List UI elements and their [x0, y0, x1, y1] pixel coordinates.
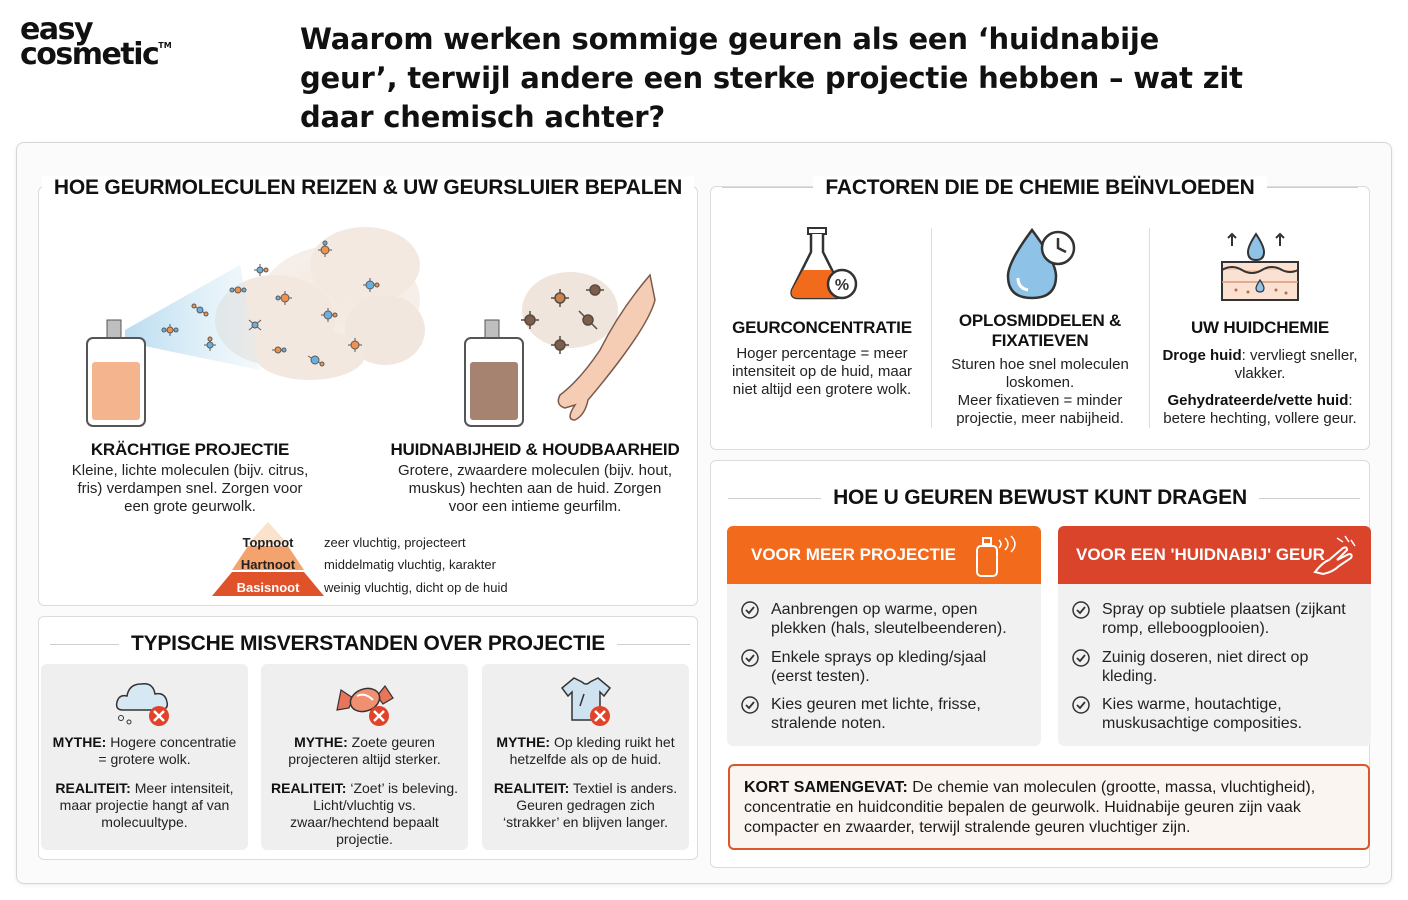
brand-logo [20, 12, 190, 72]
tip-card-skin-header: VOOR EEN 'HUIDNABIJ' GEUR [1058, 526, 1371, 584]
check-icon [1072, 649, 1090, 667]
myth-2-text: Zoete geuren projecteren altijd sterker. [288, 734, 441, 767]
myth-card-clothing: MYTHE: Op kleding ruikt het hetzelfde als op de huid. REALITEIT: Textiel is anders. Geuren gedragen zich ‘strakker’ en blijven langer. [482, 664, 689, 850]
page-title: Waarom werken sommige geuren als een ‘huidnabije geur’, terwijl andere een sterke projectie hebben – wat zit daar chemisch achter? [300, 22, 1243, 134]
summary-text: De chemie van moleculen (grootte, massa, vluchtigheid), concentratie en huidconditie bepalen de geurwolk. Huidnabije geuren zijn vaak compacter en zwaarder, terwijl stralende geuren vluchtiger zijn. [744, 779, 1316, 836]
pyramid-heart-label: Hartnoot [240, 557, 296, 572]
myth-3-text: Op kleding ruikt het hetzelfde als op de huid. [509, 734, 675, 767]
tip-skin-2: Zuinig doseren, niet direct op kleding. [1072, 648, 1361, 686]
spray-bottle-icon [973, 534, 1019, 578]
brand-line-2: cosmetic [20, 36, 159, 72]
svg-text:%: % [834, 277, 850, 294]
check-icon [1072, 601, 1090, 619]
tip-projection-2: Enkele sprays op kleding/sjaal (eerst testen). [741, 648, 1031, 686]
summary-label: KORT SAMENGEVAT: [744, 779, 908, 796]
factor-concentration-title: GEURCONCENTRATIE [732, 318, 912, 337]
check-icon [741, 696, 759, 714]
summary-box [728, 764, 1370, 850]
projection-title: KRÄCHTIGE PROJECTIE [90, 440, 290, 459]
hand-spray-icon [1309, 532, 1357, 578]
section-title-myths: TYPISCHE MISVERSTANDEN OVER PROJECTIE [38, 632, 698, 656]
reality-2-text: ‘Zoet’ is beleving. Licht/vluchtig vs. zwaar/hechtend bepaalt projectie. [290, 780, 458, 847]
perfume-bottle-heavy-icon [465, 320, 523, 426]
factor-skin-text-1: Droge huid: vervliegt sneller, vlakker. [1162, 347, 1358, 382]
myth-card-sweet: MYTHE: Zoete geuren projecteren altijd sterker. REALITEIT: ‘Zoet’ is beleving. Licht/vluchtig vs. zwaar/hechtend bepaalt projectie. [261, 664, 468, 850]
pyramid-top-desc: zeer vluchtig, projecteert [324, 535, 466, 550]
skin-proximity-title: HUIDNABIJHEID & HOUDBAARHEID [390, 440, 680, 459]
flask-percent-icon [786, 226, 860, 302]
reality-3-text: Textiel is anders. Geuren gedragen zich ‘strakker’ en blijven langer. [503, 780, 678, 830]
factor-solvents-title: OPLOSMIDDELEN & FIXATIEVEN [958, 311, 1122, 350]
skin-proximity-text: Grotere, zwaardere moleculen (bijv. hout, muskus) hechten aan de huid. Zorgen voor een intieme geurfilm. [397, 462, 672, 515]
myth-card-concentration: MYTHE: Hogere concentratie = grotere wolk. REALITEIT: Meer intensiteit, maar projectie hangt af van molecuultype. [41, 664, 248, 850]
shirt-cross-icon [554, 672, 618, 728]
brand-line-1: easy [20, 12, 93, 47]
scent-cloud-icon [125, 227, 425, 380]
pyramid-top-label: Topnoot [242, 535, 294, 550]
check-icon [741, 601, 759, 619]
tip-card-skin [1058, 526, 1371, 746]
section-title-wear: HOE U GEUREN BEWUST KUNT DRAGEN [710, 486, 1370, 510]
tip-skin-1: Spray op subtiele plaatsen (zijkant romp, elleboogplooien). [1072, 600, 1361, 638]
section-title-factors: FACTOREN DIE DE CHEMIE BEÏNVLOEDEN [710, 176, 1370, 200]
drop-clock-icon [1000, 226, 1082, 302]
cloud-cross-icon [113, 672, 177, 728]
factor-skin-title: UW HUIDCHEMIE [1190, 318, 1330, 337]
factor-solvents-text-1: Sturen hoe snel moleculen loskomen. [951, 356, 1129, 391]
pyramid-base-desc: weinig vluchtig, dicht op de huid [324, 580, 508, 595]
myth-1-text: Hogere concentratie = grotere wolk. [98, 734, 237, 767]
pyramid-base-label: Basisnoot [236, 580, 300, 595]
candy-cross-icon [333, 672, 397, 728]
factor-skin-text-2: Gehydrateerde/vette huid: betere hechting, vollere geur. [1163, 392, 1357, 427]
tip-projection-1: Aanbrengen op warme, open plekken (hals, sleutelbeenderen). [741, 600, 1031, 638]
check-icon [1072, 696, 1090, 714]
brand-trademark: TM [158, 40, 172, 50]
check-icon [741, 649, 759, 667]
skin-layers-icon [1218, 230, 1302, 302]
tip-projection-3: Kies geuren met lichte, frisse, stralende noten. [741, 695, 1031, 733]
factor-solvents-text-2: Meer fixatieven = minder projectie, meer nabijheid. [956, 392, 1124, 427]
pyramid-heart-desc: middelmatig vluchtig, karakter [324, 557, 496, 572]
section-title-travel: HOE GEURMOLECULEN REIZEN & UW GEURSLUIER BEPALEN [38, 176, 698, 200]
reality-1-text: Meer intensiteit, maar projectie hangt af van molecuultype. [59, 780, 234, 830]
tip-skin-3: Kies warme, houtachtige, muskusachtige composities. [1072, 695, 1361, 733]
tip-card-projection-header: VOOR MEER PROJECTIE [727, 526, 1041, 584]
projection-illustration [60, 220, 700, 435]
projection-text: Kleine, lichte moleculen (bijv. citrus, fris) verdampen snel. Zorgen voor een grote geurwolk. [71, 462, 309, 515]
tip-card-projection [727, 526, 1041, 746]
factor-concentration-text: Hoger percentage = meer intensiteit op de huid, maar niet altijd een grotere wolk. [731, 345, 913, 398]
